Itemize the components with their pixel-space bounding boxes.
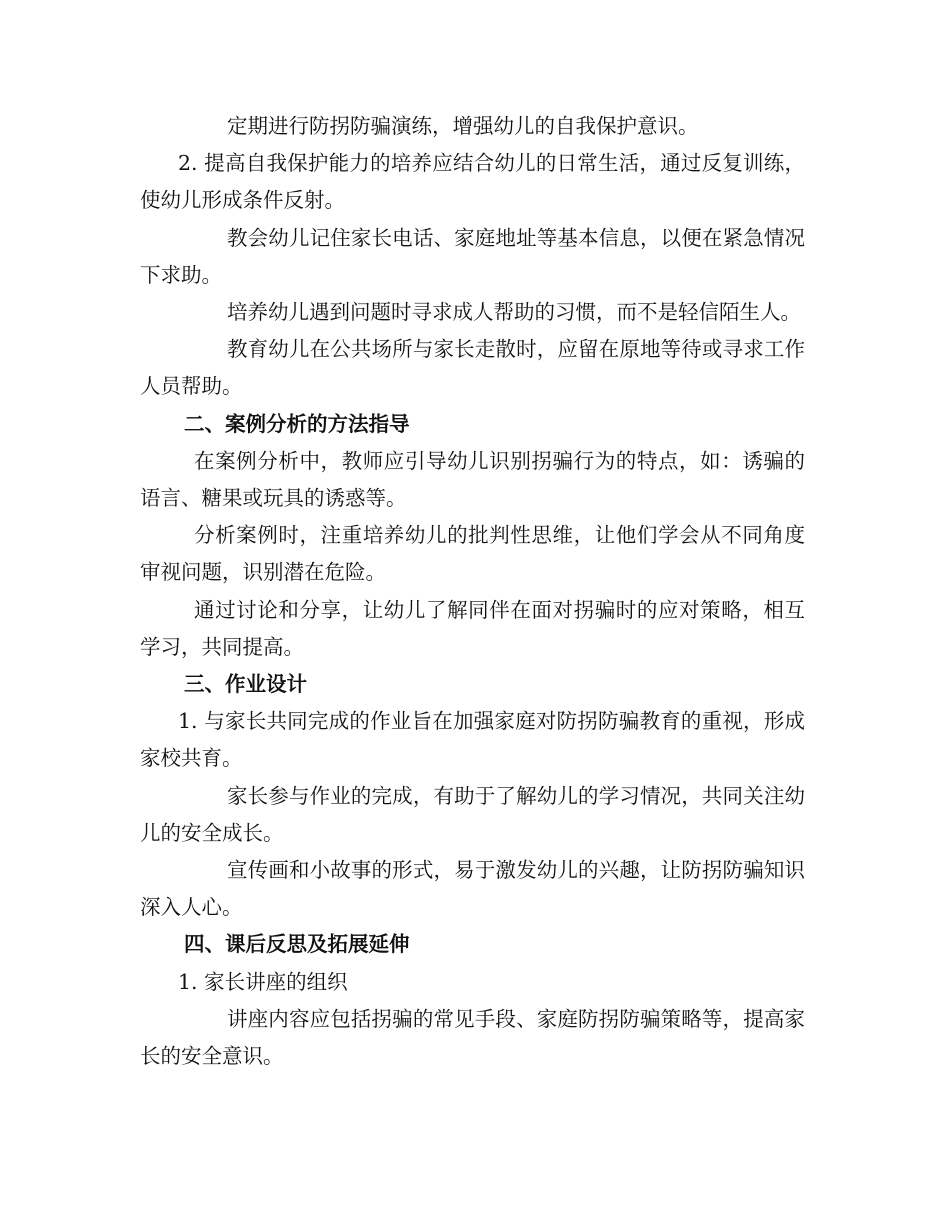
body-paragraph: 通过讨论和分享，让幼儿了解同伴在面对拐骗时的应对策略，相互学习，共同提高。: [140, 597, 805, 659]
body-paragraph: 教会幼儿记住家长电话、家庭地址等基本信息，以便在紧急情况下求助。: [140, 225, 805, 287]
section-heading: 三、作业设计: [184, 672, 307, 697]
numbered-paragraph: 2. 提高自我保护能力的培养应结合幼儿的日常生活，通过反复训练，使幼儿形成条件反射。: [140, 151, 805, 213]
numbered-paragraph: 1. 家长讲座的组织: [178, 969, 348, 994]
body-paragraph: 教育幼儿在公共场所与家长走散时，应留在原地等待或寻求工作人员帮助。: [140, 337, 805, 399]
document-body: [140, 108, 805, 1075]
body-paragraph: 讲座内容应包括拐骗的常见手段、家庭防拐防骗策略等，提高家长的安全意识。: [140, 1006, 805, 1069]
numbered-paragraph: 1. 与家长共同完成的作业旨在加强家庭对防拐防骗教育的重视，形成家校共育。: [140, 709, 805, 771]
body-paragraph: 定期进行防拐防骗演练，增强幼儿的自我保护意识。: [227, 114, 699, 138]
body-paragraph: 培养幼儿遇到问题时寻求成人帮助的习惯，而不是轻信陌生人。: [227, 300, 801, 325]
section-heading: 四、课后反思及拓展延伸: [184, 932, 410, 957]
body-paragraph: 宣传画和小故事的形式，易于激发幼儿的兴趣，让防拐防骗知识深入人心。: [140, 858, 805, 920]
body-paragraph: 在案例分析中，教师应引导幼儿识别拐骗行为的特点，如：诱骗的语言、糖果或玩具的诱惑等。: [140, 448, 805, 511]
body-paragraph: 家长参与作业的完成，有助于了解幼儿的学习情况，共同关注幼儿的安全成长。: [140, 783, 805, 845]
body-paragraph: 分析案例时，注重培养幼儿的批判性思维，让他们学会从不同角度审视问题，识别潜在危险。: [140, 523, 805, 585]
section-heading: 二、案例分析的方法指导: [184, 411, 410, 436]
